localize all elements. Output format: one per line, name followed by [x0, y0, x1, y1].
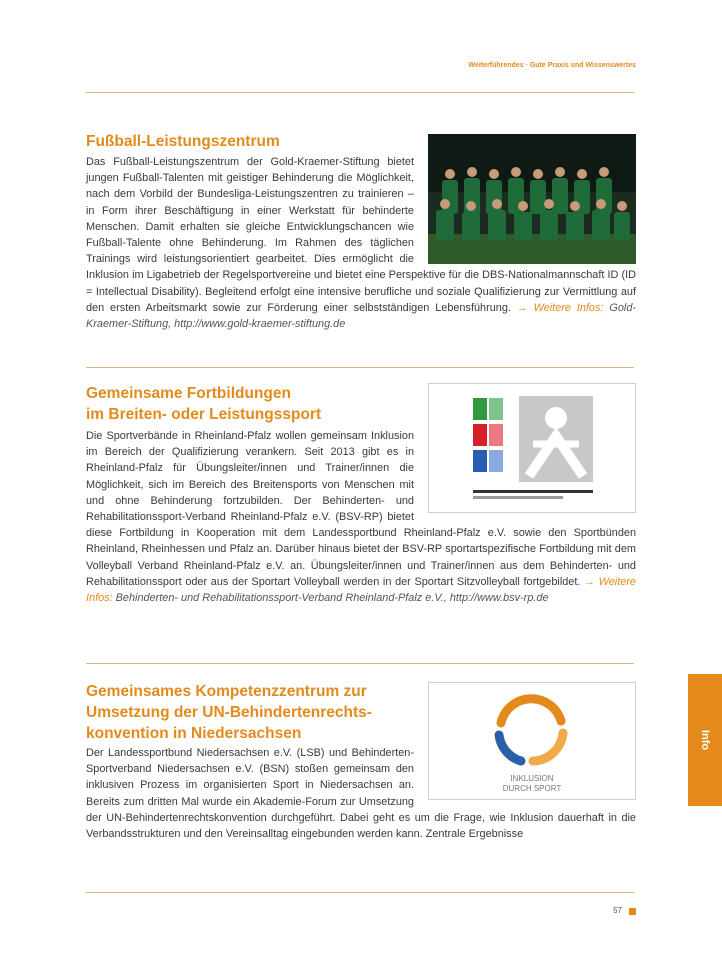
- page-marker: [629, 908, 636, 915]
- source-link-training[interactable]: Behinderten- und Rehabilitationssport-Verband Rheinland-Pfalz e.V., http://www.bsv-rp.de: [115, 592, 549, 605]
- link-arrow: →: [584, 575, 595, 588]
- logo-text-line1: INKLUSION: [510, 774, 554, 783]
- section-divider-1: [86, 367, 634, 368]
- more-info-label: Weitere Infos:: [533, 301, 604, 314]
- footer-rule: [86, 892, 634, 893]
- inklusion-durch-sport-logo: [429, 683, 635, 799]
- section-title-competence-line3: konvention in Niedersachsen: [86, 725, 302, 742]
- side-tab-label: Info: [699, 729, 711, 751]
- section-title-football: Fußball-Leistungszentrum: [86, 133, 280, 150]
- header-rule: [86, 92, 634, 93]
- section-body-competence-text: Der Landessportbund Niedersachsen e.V. (LSB) und Behinderten-Sportverband Niedersachsen e.V. (BSN) stoßen gemeinsam den inklusiven Prozess im organisierten Sport in Niedersachsen an. Bereits zum dritten Mal wurde ein Akademie-Forum zur Umsetzung der UN-Behindertenrechtskonvention durchgeführt. Dabei geht es um die Frage, wie Inklusion dauerhaft in die Verbandsstrukturen und den Vereinsalltag eingebunden werden kann. Zentrale Ergebnisse: [86, 747, 636, 841]
- running-header: Weiterführendes · Gute Praxis und Wissenswertes: [468, 62, 636, 69]
- bsv-rp-logo: [429, 384, 635, 512]
- section-title-training: [86, 383, 321, 425]
- section-body-football: [86, 154, 636, 332]
- link-arrow: →: [516, 301, 528, 314]
- source-link-football[interactable]: Gold-Kraemer-Stiftung, http://www.gold-kraemer-stiftung.de: [86, 301, 637, 331]
- section-body-training: [86, 428, 636, 606]
- bsv-rp-logo-figure: [428, 383, 636, 513]
- more-info-label: Weitere Infos:: [86, 575, 636, 605]
- page-number: 57: [613, 906, 622, 915]
- section-body-football-text: Das Fußball-Leistungszentrum der Gold-Kraemer-Stiftung bietet jungen Fußball-Talenten mit geistiger Behinderung die Möglichkeit, nach dem Vorbild der Bundesliga-Leistungszentren zu trainieren – in Form ihrer Beschäftigung in einer Werkstatt für behinderte Menschen. Damit erhalten sie gleiche Entwicklungschancen wie Fußball-Talente ohne Behinderung. Im Rahmen des täglichen Trainings wird leistungsorientiert gearbeitet. Dies ermöglicht die Inklusion im Ligabetrieb der Regelsportvereine und bietet eine Perspektive für die DBS-Nationalmannschaft ID (ID = Intellectual Disability). Begleitend erfolgt eine intensive berufliche und soziale Qualifizierung zur Vermittlung auf den ersten Arbeitsmarkt sowie zur Förderung einer selbstständigen Lebensführung.: [86, 156, 636, 314]
- team-photo: [428, 134, 636, 264]
- section-title-competence: [86, 681, 372, 744]
- section-divider-2: [86, 663, 634, 664]
- section-title-training-line2: im Breiten- oder Leistungssport: [86, 406, 322, 423]
- section-body-training-text: Die Sportverbände in Rheinland-Pfalz wollen gemeinsam Inklusion im Bereich der Qualifizierung verankern. Seit 2013 gibt es in Rheinland-Pfalz für Übungsleiter/innen und Trainer/innen die Möglichkeit, sich im Bereich des Breitensports von Menschen mit und ohne Behinderung fortzubilden. Der Behinderten- und Rehabilitationssport-Verband Rheinland-Pfalz e.V. (BSV-RP) bietet diese Fortbildung in Kooperation mit dem Landessportbund Rheinland-Pfalz e.V. sowie den Sportbünden Rheinland, Rheinhessen und Pfalz an. Darüber hinaus bietet der BSV-RP sportartspezifische Fortbildung mit dem Volleyball Verband Rheinland-Pfalz e.V. an. Übungsleiter/innen und Trainer/innen aus dem Behinderten- und Rehabilitationssport oder aus der Sportart Volleyball werden in der Sportart Sitzvolleyball fortgebildet.: [86, 430, 636, 588]
- team-photo-image: [428, 134, 636, 264]
- inklusion-logo-figure: [428, 682, 636, 800]
- logo-text-line2: DURCH SPORT: [502, 784, 562, 793]
- section-body-competence: [86, 745, 636, 842]
- section-title-training-line1: Gemeinsame Fortbildungen: [86, 385, 291, 402]
- section-title-competence-line1: Gemeinsames Kompetenzzentrum zur: [86, 683, 367, 700]
- side-tab: [688, 674, 722, 806]
- section-title-competence-line2: Umsetzung der UN-Behindertenrechts-: [86, 704, 372, 721]
